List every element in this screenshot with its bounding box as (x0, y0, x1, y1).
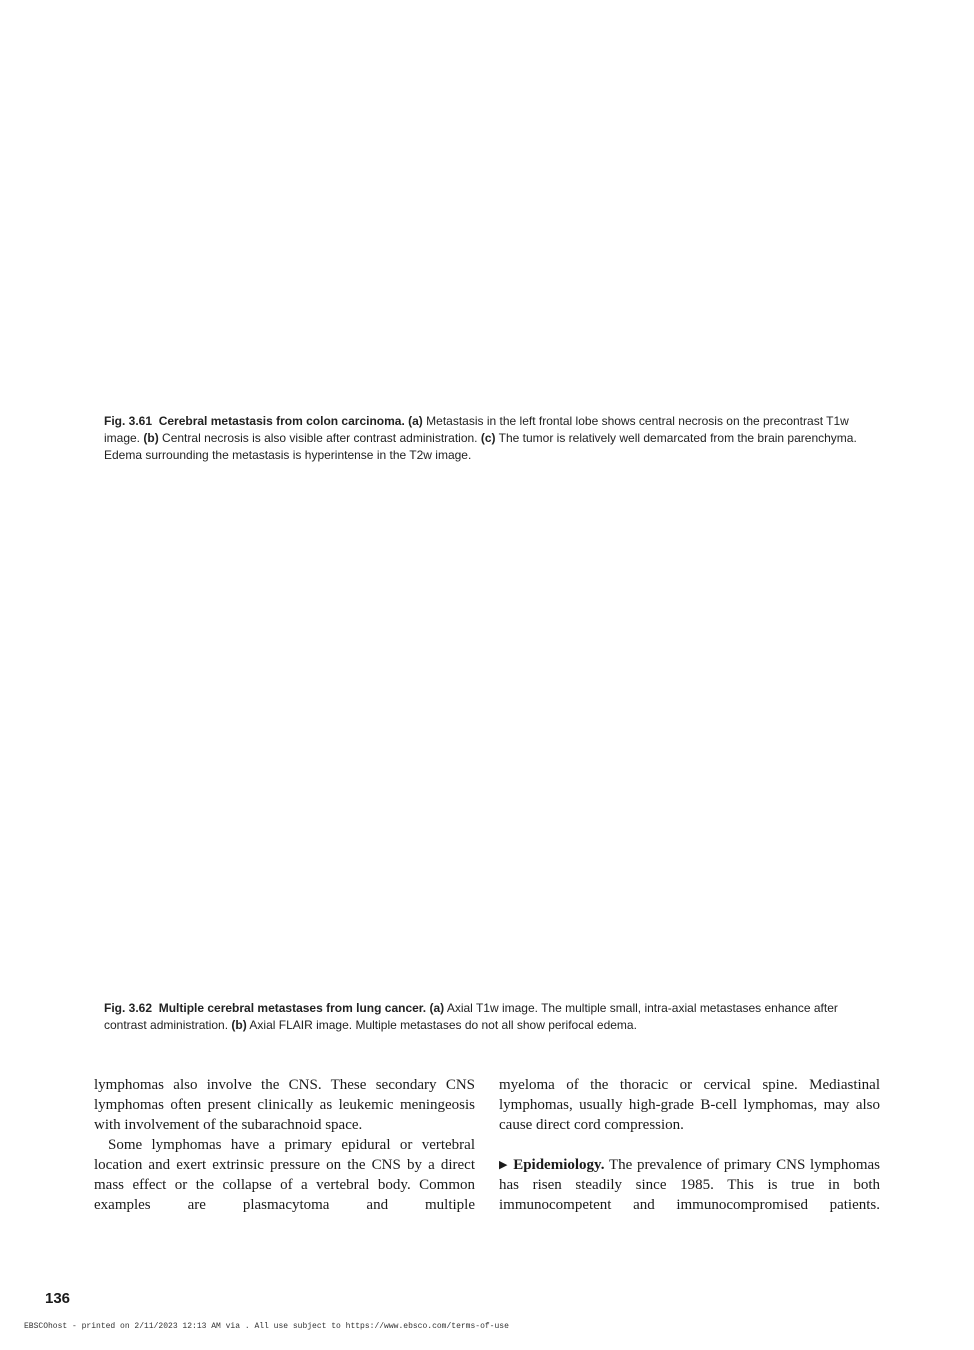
figure-3-62-part-a-text: Axial T1w image. The multiple small, intra-axial metastases enhance after contrast administration. (104, 1001, 838, 1032)
figure-3-61-part-b-text: Central necrosis is also visible after contrast administration. (162, 431, 478, 445)
figure-3-62-part-a-marker: (a) (429, 1001, 445, 1015)
figure-3-61-part-c-text: The tumor is relatively well demarcated from the brain parenchyma. Edema surrounding the metastasis is hyperintense in the T2w image. (104, 431, 857, 462)
page-number: 136 (45, 1290, 71, 1307)
body-paragraph: lymphomas also involve the CNS. These secondary CNS lymphomas often present clinically as leukemic meningeosis with involvement of the subarachnoid space. (94, 1077, 475, 1133)
figure-3-62-part-b-marker: (b) (231, 1018, 247, 1032)
body-column-left (94, 1075, 475, 1215)
figure-3-61-part-a-marker: (a) (408, 414, 423, 428)
figure-3-62-part-b-text: Axial FLAIR image. Multiple metastases do not all show perifocal edema. (249, 1018, 637, 1032)
body-column-right (499, 1075, 880, 1215)
figure-3-61-title: Cerebral metastasis from colon carcinoma. (158, 414, 405, 428)
figure-3-61-part-a-text: Metastasis in the left frontal lobe shows central necrosis on the precontrast T1w image. (104, 414, 849, 445)
figure-3-62-label: Fig. 3.62 (104, 1001, 153, 1015)
body-paragraph: Some lymphomas have a primary epidural or vertebral location and exert extrinsic pressure on the CNS by a direct mass effect or the collapse of a vertebral body. Common examples are plasmacytoma and multiple (94, 1137, 475, 1213)
figure-3-61-part-b-marker: (b) (143, 431, 159, 445)
epidemiology-paragraph (499, 1155, 880, 1215)
figure-3-62-image-area (104, 478, 870, 998)
figure-3-61-label: Fig. 3.61 (104, 414, 153, 428)
figure-3-62-title: Multiple cerebral metastases from lung cancer. (158, 1001, 427, 1015)
print-footer: EBSCOhost - printed on 2/11/2023 12:13 AM via . All use subject to https://www.ebsco.com/terms-of-use (24, 1322, 509, 1331)
figure-3-61-part-c-marker: (c) (480, 431, 496, 445)
body-paragraph: myeloma of the thoracic or cervical spine. Mediastinal lymphomas, usually high-grade B-cell lymphomas, may also cause direct cord compression. (499, 1077, 880, 1133)
figure-3-61-image-area (104, 40, 870, 408)
section-marker-icon: ▶ (499, 1159, 509, 1171)
figure-3-61-caption (104, 413, 872, 464)
epidemiology-heading: Epidemiology. (513, 1157, 605, 1173)
figure-3-62-caption (104, 1000, 872, 1034)
epidemiology-text: The prevalence of primary CNS lymphomas has risen steadily since 1985. This is true in both immunocompetent and immunocompromised patients. (499, 1157, 881, 1213)
